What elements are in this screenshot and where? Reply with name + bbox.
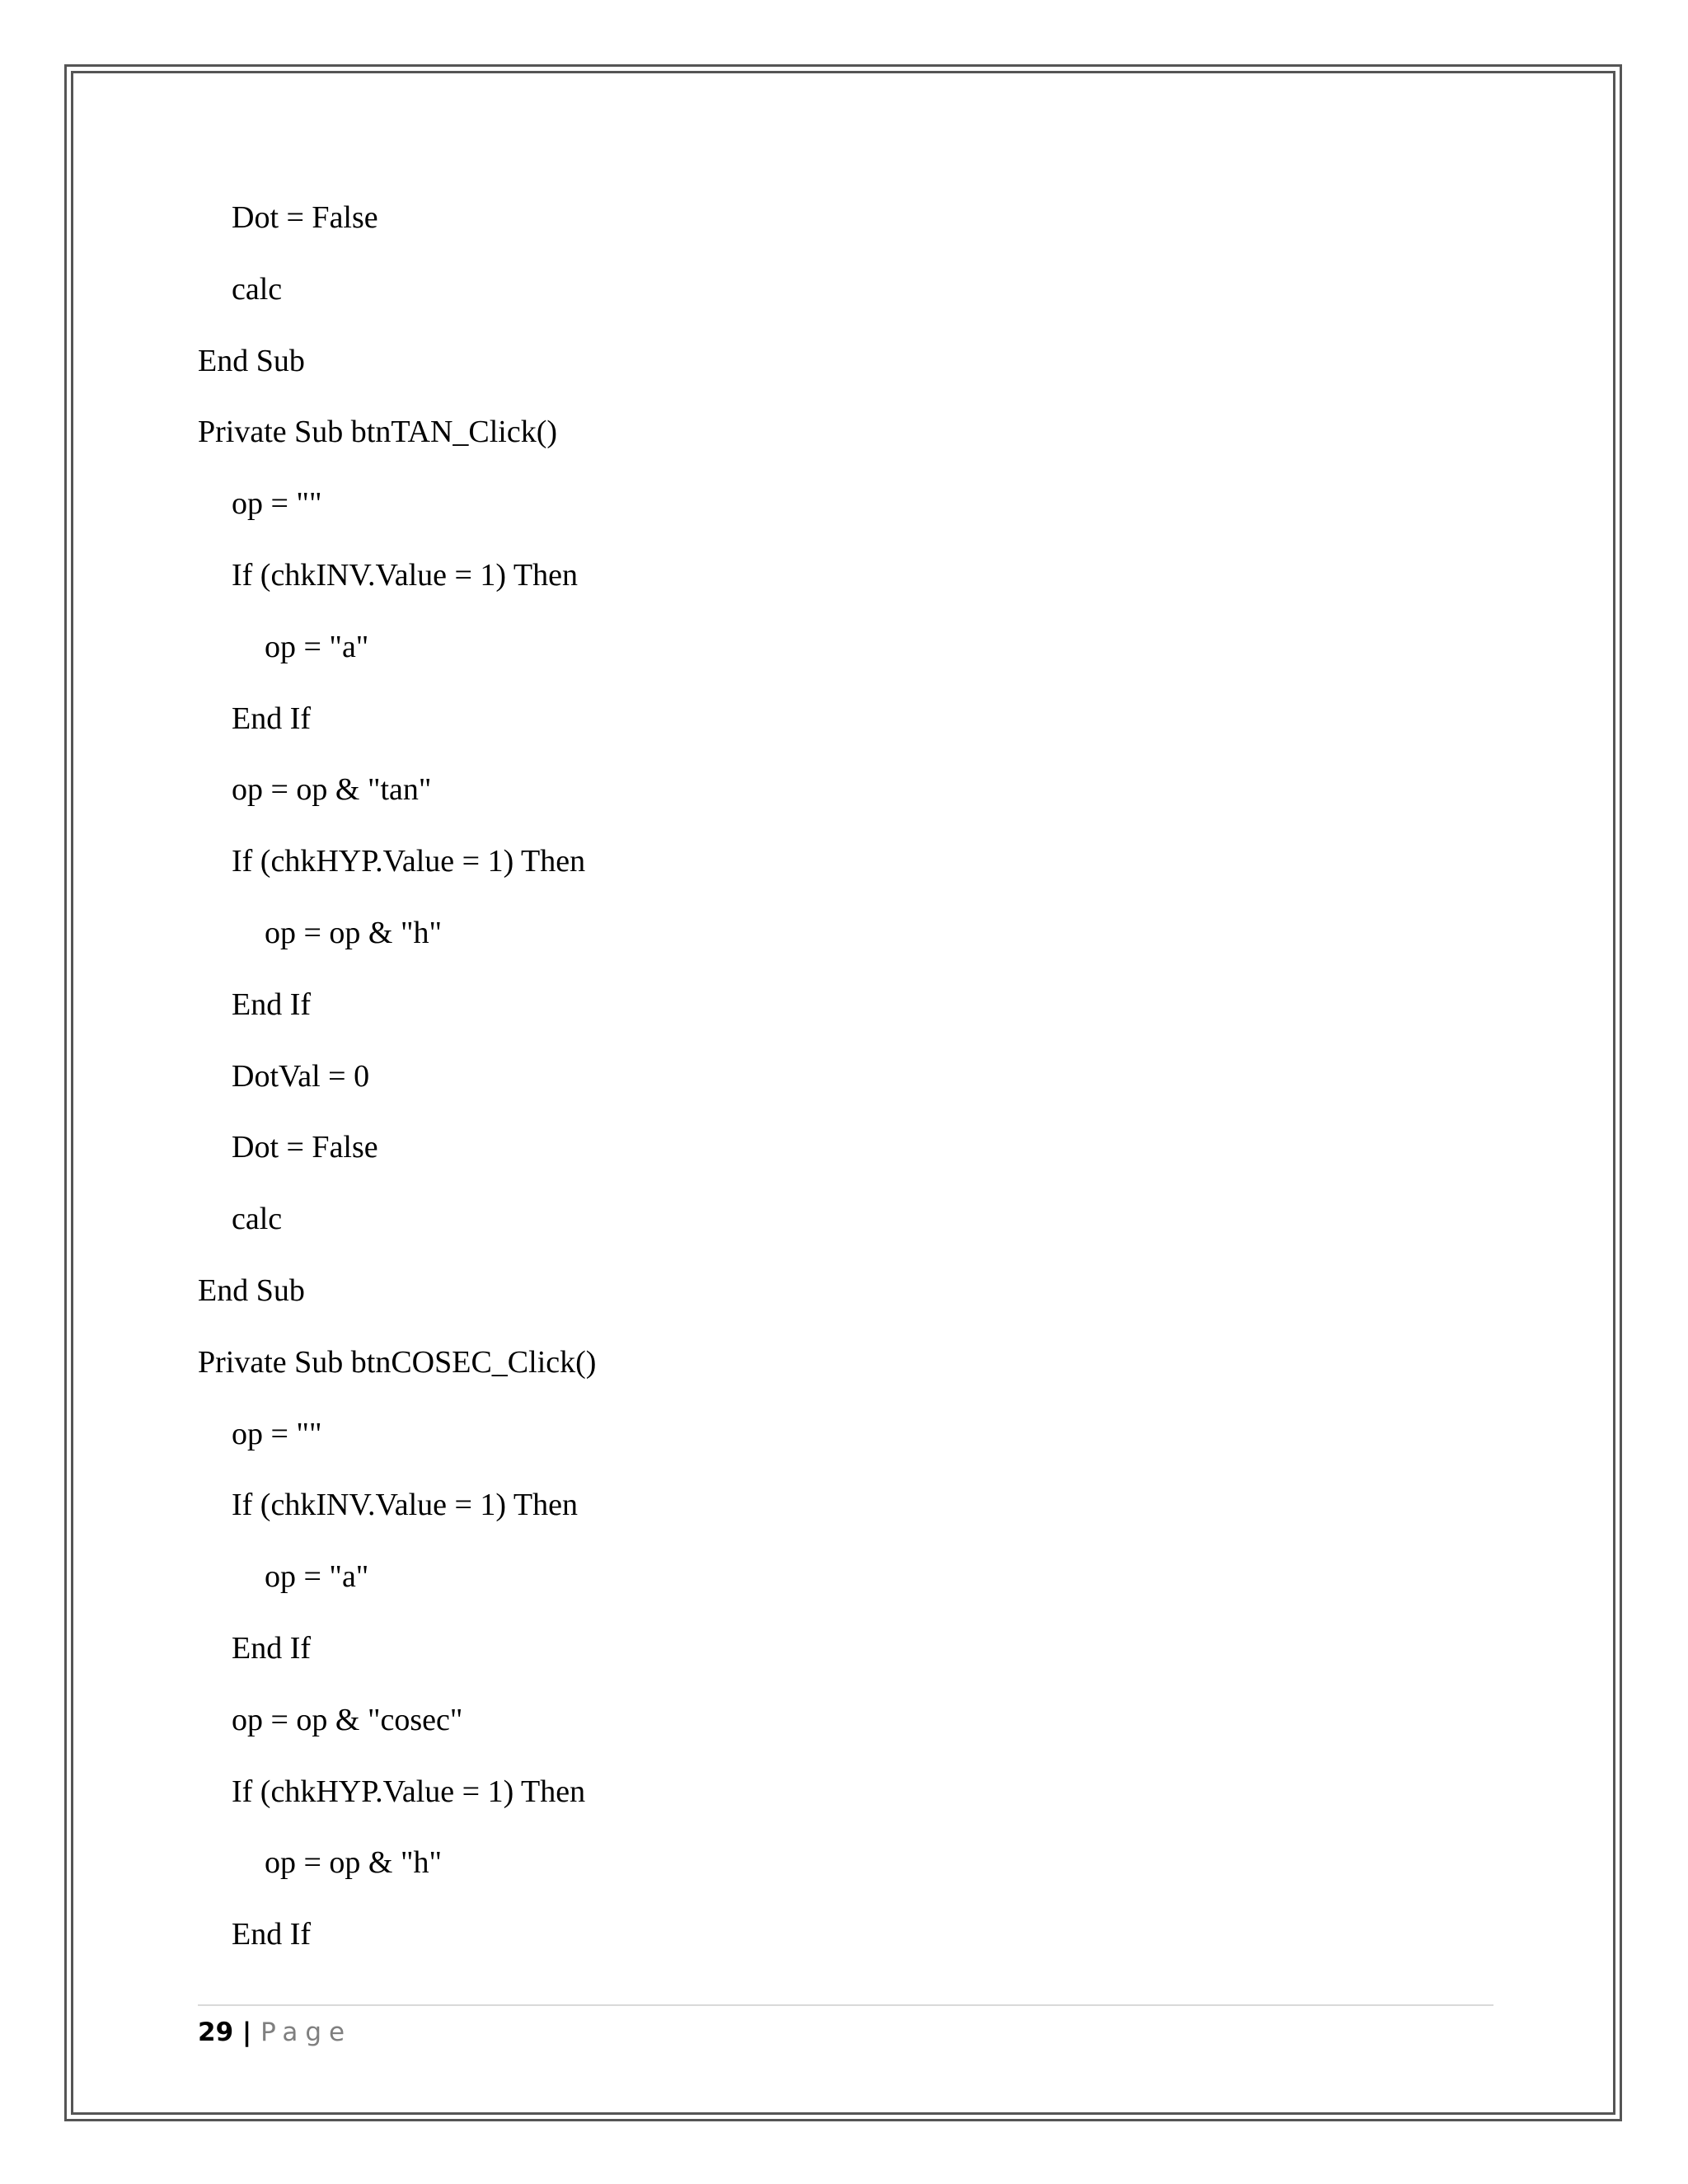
page-number: 29 xyxy=(198,2018,234,2047)
code-listing xyxy=(198,194,1517,1983)
code-line: op = "" xyxy=(232,486,322,522)
code-line: End If xyxy=(232,987,312,1022)
code-line: Dot = False xyxy=(232,1130,378,1165)
code-line: op = op & "h" xyxy=(265,1845,443,1881)
code-line: If (chkINV.Value = 1) Then xyxy=(232,1488,578,1523)
code-line: If (chkHYP.Value = 1) Then xyxy=(232,1774,586,1809)
footer-divider xyxy=(198,2004,1493,2006)
code-line: End If xyxy=(232,701,312,736)
footer-separator: | xyxy=(233,2018,261,2047)
code-line: calc xyxy=(232,271,283,307)
code-line: End If xyxy=(232,1917,312,1952)
code-line: op = op & "cosec" xyxy=(232,1702,463,1737)
code-line: End Sub xyxy=(198,343,305,378)
code-line: op = op & "tan" xyxy=(232,772,432,808)
code-line: op = "" xyxy=(232,1416,322,1451)
code-line: calc xyxy=(232,1202,283,1237)
code-line: op = "a" xyxy=(265,1559,369,1595)
code-line: End Sub xyxy=(198,1272,305,1308)
page-footer xyxy=(198,2014,352,2050)
code-line: Private Sub btnTAN_Click() xyxy=(198,415,558,450)
page-label: Page xyxy=(260,2018,353,2047)
code-line: If (chkHYP.Value = 1) Then xyxy=(232,844,586,879)
code-line: op = op & "h" xyxy=(265,915,443,950)
code-line: Dot = False xyxy=(232,200,378,235)
code-line: Private Sub btnCOSEC_Click() xyxy=(198,1344,597,1380)
code-line: If (chkINV.Value = 1) Then xyxy=(232,557,578,593)
code-line: DotVal = 0 xyxy=(232,1058,370,1094)
code-line: End If xyxy=(232,1630,312,1666)
code-line: op = "a" xyxy=(265,629,369,664)
